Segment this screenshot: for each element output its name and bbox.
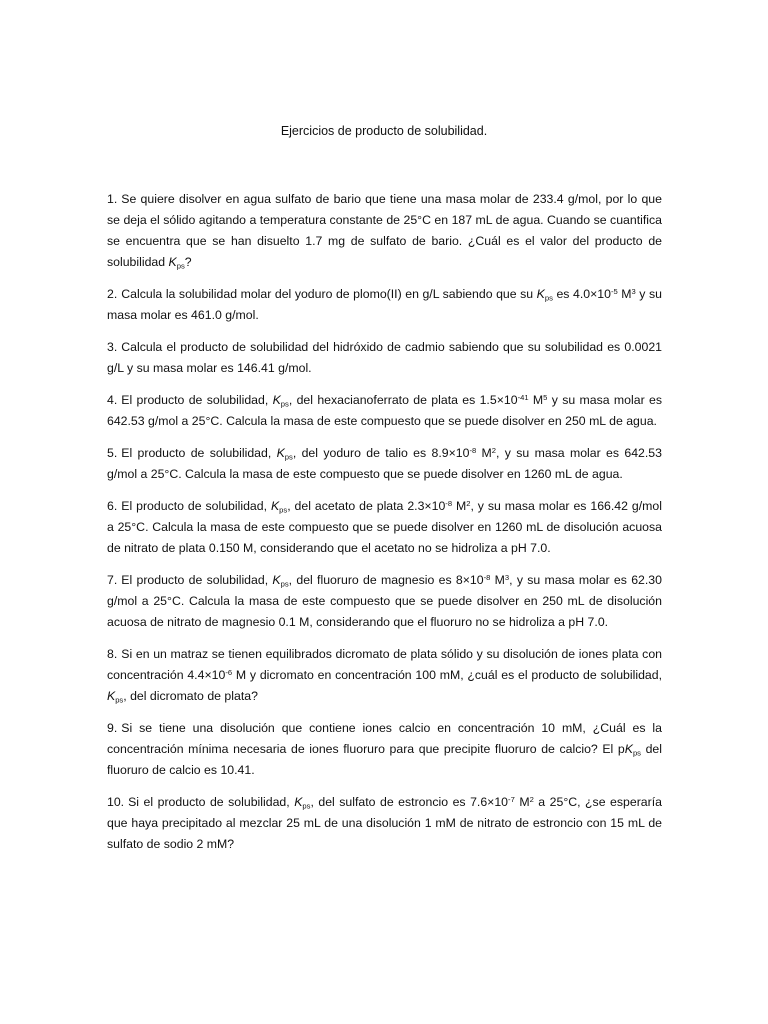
subscript: ps [632, 748, 641, 758]
superscript: 5 [543, 392, 548, 402]
exercise-text: M [452, 499, 467, 513]
exercise-1 [107, 189, 662, 273]
exercise-text: y su masa molar es 461.0 g/mol. [107, 287, 662, 322]
kps-symbol: K [276, 446, 285, 460]
kps-symbol: K [168, 255, 177, 269]
exercise-text: y su masa molar es 642.53 g/mol a 25°C. Calcula la masa de este compuesto que se puede disolver en 250 mL de agua. [107, 393, 662, 428]
superscript: -8 [445, 498, 453, 508]
exercise-text: , del acetato de plata 2.3×10 [287, 499, 446, 513]
exercise-number: 2. [107, 287, 118, 301]
exercise-text: , del hexacianoferrato de plata es 1.5×10 [288, 393, 518, 407]
kps-symbol: K [270, 499, 280, 513]
exercise-text: M [476, 446, 492, 460]
exercise-number: 5. [107, 446, 118, 460]
exercise-number: 3. [107, 340, 118, 354]
exercise-text: ? [184, 255, 192, 269]
exercise-text: M [514, 795, 530, 809]
subscript: ps [279, 505, 288, 515]
superscript: -5 [610, 286, 618, 296]
exercise-text: , del dicromato de plata? [123, 689, 258, 703]
kps-symbol: K [294, 795, 303, 809]
exercise-text: El producto de solubilidad, [121, 446, 277, 460]
kps-symbol: K [624, 742, 633, 756]
exercise-text: a 25°C, ¿se esperaría que haya precipitado al mezclar 25 mL de una disolución 1 mM de nitrato de estroncio con 15 mL de sulfato de sodio 2 mM? [107, 795, 662, 851]
exercise-number: 8. [107, 647, 118, 661]
subscript: ps [544, 293, 553, 303]
exercise-3 [107, 337, 662, 379]
exercise-9 [107, 718, 662, 781]
kps-symbol: K [272, 573, 281, 587]
superscript: 2 [466, 498, 471, 508]
superscript: -7 [508, 794, 515, 804]
exercise-text: El producto de solubilidad, [121, 573, 273, 587]
superscript: 3 [631, 286, 636, 296]
exercise-8 [107, 644, 662, 707]
exercise-text: del fluoruro de calcio es 10.41. [107, 742, 662, 777]
exercise-text: , del fluoruro de magnesio es 8×10 [288, 573, 484, 587]
exercise-number: 7. [107, 573, 118, 587]
exercise-text: , del yoduro de talio es 8.9×10 [292, 446, 470, 460]
exercise-list [107, 189, 662, 866]
exercise-text: Si el producto de solubilidad, [128, 795, 295, 809]
exercise-text: , y su masa molar es 62.30 g/mol a 25°C. Calcula la masa de este compuesto que se puede disolver en 250 mL de disolución acuosa de nitrato de magnesio 0.1 M, considerando que el fluoruro no se hidroliza a pH 7.0. [107, 573, 662, 629]
superscript: 2 [529, 794, 534, 804]
exercise-number: 1. [107, 192, 118, 206]
exercise-number: 6. [107, 499, 118, 513]
superscript: -41 [517, 392, 529, 402]
exercise-text: Calcula la solubilidad molar del yoduro de plomo(II) en g/L sabiendo que su [121, 287, 537, 301]
exercise-text: Se quiere disolver en agua sulfato de bario que tiene una masa molar de 233.4 g/mol, por lo que se deja el sólido agitando a temperatura constante de 25°C en 187 mL de agua. Cuando se cuantifica se encuentra que se han disuelto 1.7 mg de sulfato de bario. ¿Cuál es el valor del producto de solubilidad [107, 192, 662, 269]
subscript: ps [302, 801, 311, 811]
exercise-10 [107, 792, 662, 855]
kps-symbol: K [536, 287, 545, 301]
exercise-6 [107, 496, 662, 559]
exercise-number: 10. [107, 795, 125, 809]
exercise-text: M [617, 287, 632, 301]
exercise-text: Si se tiene una disolución que contiene iones calcio en concentración 10 mM, ¿Cuál es la concentración mínima necesaria de iones fluoruro para que precipite fluoruro de calcio? El p [107, 721, 662, 756]
kps-symbol: K [107, 689, 116, 703]
exercise-number: 9. [107, 721, 118, 735]
subscript: ps [284, 452, 293, 462]
subscript: ps [115, 695, 124, 705]
exercise-text: El producto de solubilidad, [121, 393, 273, 407]
exercise-2 [107, 284, 662, 326]
exercise-text: , del sulfato de estroncio es 7.6×10 [310, 795, 509, 809]
superscript: 3 [504, 572, 510, 582]
exercise-7 [107, 570, 662, 633]
document-title: Ejercicios de producto de solubilidad. [280, 124, 488, 138]
exercise-text: Si en un matraz se tienen equilibrados dicromato de plata sólido y su disolución de iones plata con concentración 4.4×10 [107, 647, 662, 682]
exercise-text: , y su masa molar es 642.53 g/mol a 25°C. Calcula la masa de este compuesto que se puede disolver en 1260 mL de agua. [107, 446, 662, 481]
superscript: 2 [491, 445, 497, 455]
superscript: -8 [483, 572, 491, 582]
subscript: ps [280, 399, 289, 409]
exercise-number: 4. [107, 393, 118, 407]
exercise-text: El producto de solubilidad, [121, 499, 271, 513]
superscript: -8 [469, 445, 477, 455]
exercise-5 [107, 443, 662, 485]
exercise-text: M [490, 573, 505, 587]
exercise-text: M [528, 393, 544, 407]
exercise-text: es 4.0×10 [552, 287, 611, 301]
exercise-text: M y dicromato en concentración 100 mM, ¿cuál es el producto de solubilidad, [232, 668, 662, 682]
subscript: ps [176, 261, 185, 271]
exercise-text: Calcula el producto de solubilidad del hidróxido de cadmio sabiendo que su solubilidad es 0.0021 g/L y su masa molar es 146.41 g/mol. [107, 340, 662, 375]
exercise-4 [107, 390, 662, 432]
kps-symbol: K [272, 393, 281, 407]
exercise-text: , y su masa molar es 166.42 g/mol a 25°C. Calcula la masa de este compuesto que se puede disolver en 1260 mL de disolución acuosa de nitrato de plata 0.150 M, considerando que el acetato no se hidroliza a pH 7.0. [107, 499, 662, 555]
superscript: -6 [225, 667, 233, 677]
subscript: ps [280, 579, 289, 589]
